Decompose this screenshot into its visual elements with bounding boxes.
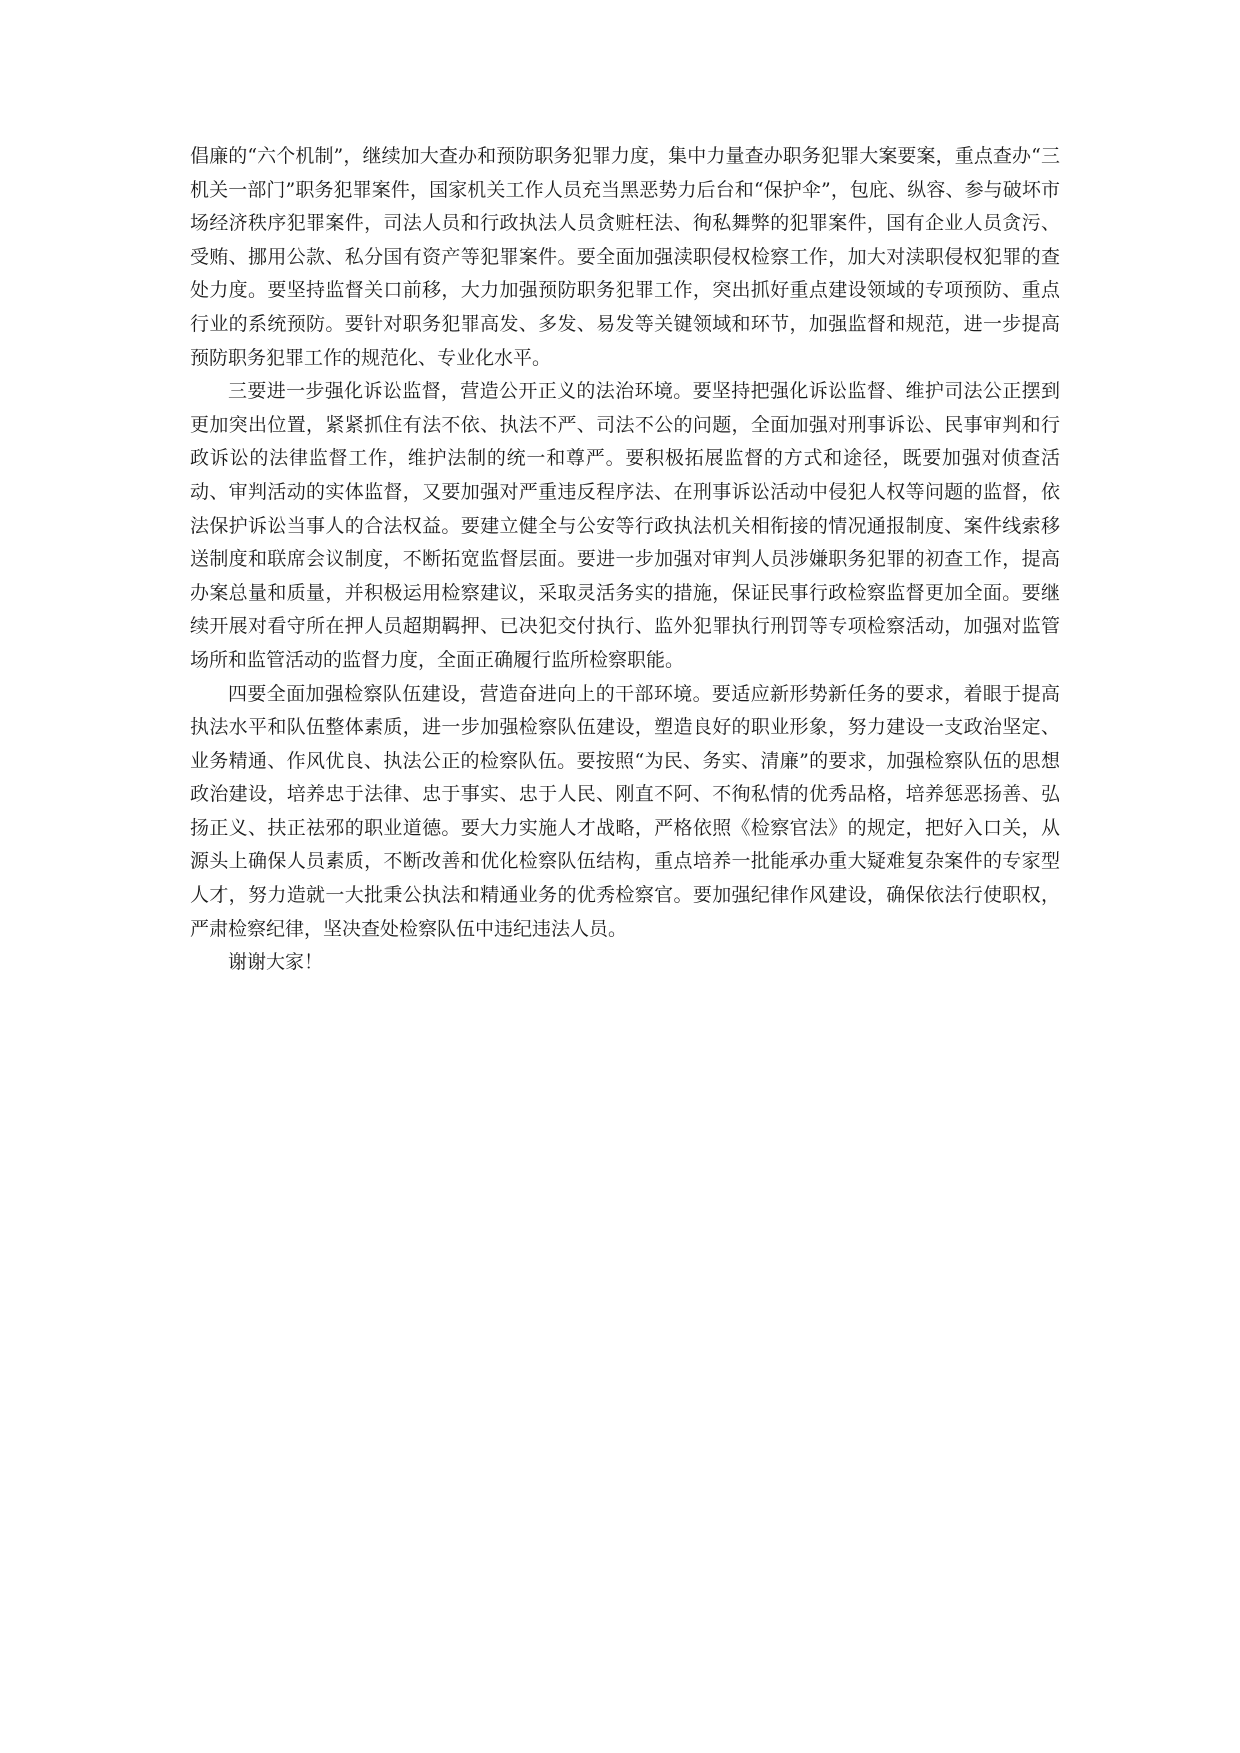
paragraph-team-building: 四要全面加强检察队伍建设，营造奋进向上的干部环境。要适应新形势新任务的要求，着眼于提高执法水平和队伍整体素质，进一步加强检察队伍建设，塑造良好的职业形象，努力建设一支政治坚定、业务精通、作风优良、执法公正的检察队伍。要按照“为民、务实、清廉”的要求，加强检察队伍的思想政治建设，培养忠于法律、忠于事实、忠于人民、刚直不阿、不徇私情的优秀品格，培养惩恶扬善、弘扬正义、扶正祛邪的职业道德。要大力实施人才战略，严格依照《检察官法》的规定，把好入口关，从源头上确保人员素质，不断改善和优化检察队伍结构，重点培养一批能承办重大疑难复杂案件的专家型人才，努力造就一大批秉公执法和精通业务的优秀检察官。要加强纪律作风建设，确保依法行使职权，严肃检察纪律，坚决查处检察队伍中违纪违法人员。 [190, 682, 1060, 940]
paragraph-litigation-supervision: 三要进一步强化诉讼监督，营造公开正义的法治环境。要坚持把强化诉讼监督、维护司法公正摆到更加突出位置，紧紧抓住有法不依、执法不严、司法不公的问题，全面加强对刑事诉讼、民事审判和行政诉讼的法律监督工作，维护法制的统一和尊严。要积极拓展监督的方式和途径，既要加强对侦查活动、审判活动的实体监督，又要加强对严重违反程序法、在刑事诉讼活动中侵犯人权等问题的监督，依法保护诉讼当事人的合法权益。要建立健全与公安等行政执法机关相衔接的情况通报制度、案件线索移送制度和联席会议制度，不断拓宽监督层面。要进一步加强对审判人员涉嫌职务犯罪的初查工作，提高办案总量和质量，并积极运用检察建议，采取灵活务实的措施，保证民事行政检察监督更加全面。要继续开展对看守所在押人员超期羁押、已决犯交付执行、监外犯罪执行刑罚等专项检察活动，加强对监管场所和监管活动的监督力度，全面正确履行监所检察职能。 [190, 380, 1060, 671]
paragraph-closing: 谢谢大家！ [228, 951, 324, 974]
paragraph-continuation: 倡廉的“六个机制”，继续加大查办和预防职务犯罪力度，集中力量查办职务犯罪大案要案，重点查办“三机关一部门”职务犯罪案件，国家机关工作人员充当黑恶势力后台和“保护伞”，包庇、纵容、参与破坏市场经济秩序犯罪案件，司法人员和行政执法人员贪赃枉法、徇私舞弊的犯罪案件，国有企业人员贪污、受贿、挪用公款、私分国有资产等犯罪案件。要全面加强渎职侵权检察工作，加大对渎职侵权犯罪的查处力度。要坚持监督关口前移，大力加强预防职务犯罪工作，突出抓好重点建设领域的专项预防、重点行业的系统预防。要针对职务犯罪高发、多发、易发等关键领域和环节，加强监督和规范，进一步提高预防职务犯罪工作的规范化、专业化水平。 [190, 145, 1060, 369]
document-page [190, 140, 1060, 980]
